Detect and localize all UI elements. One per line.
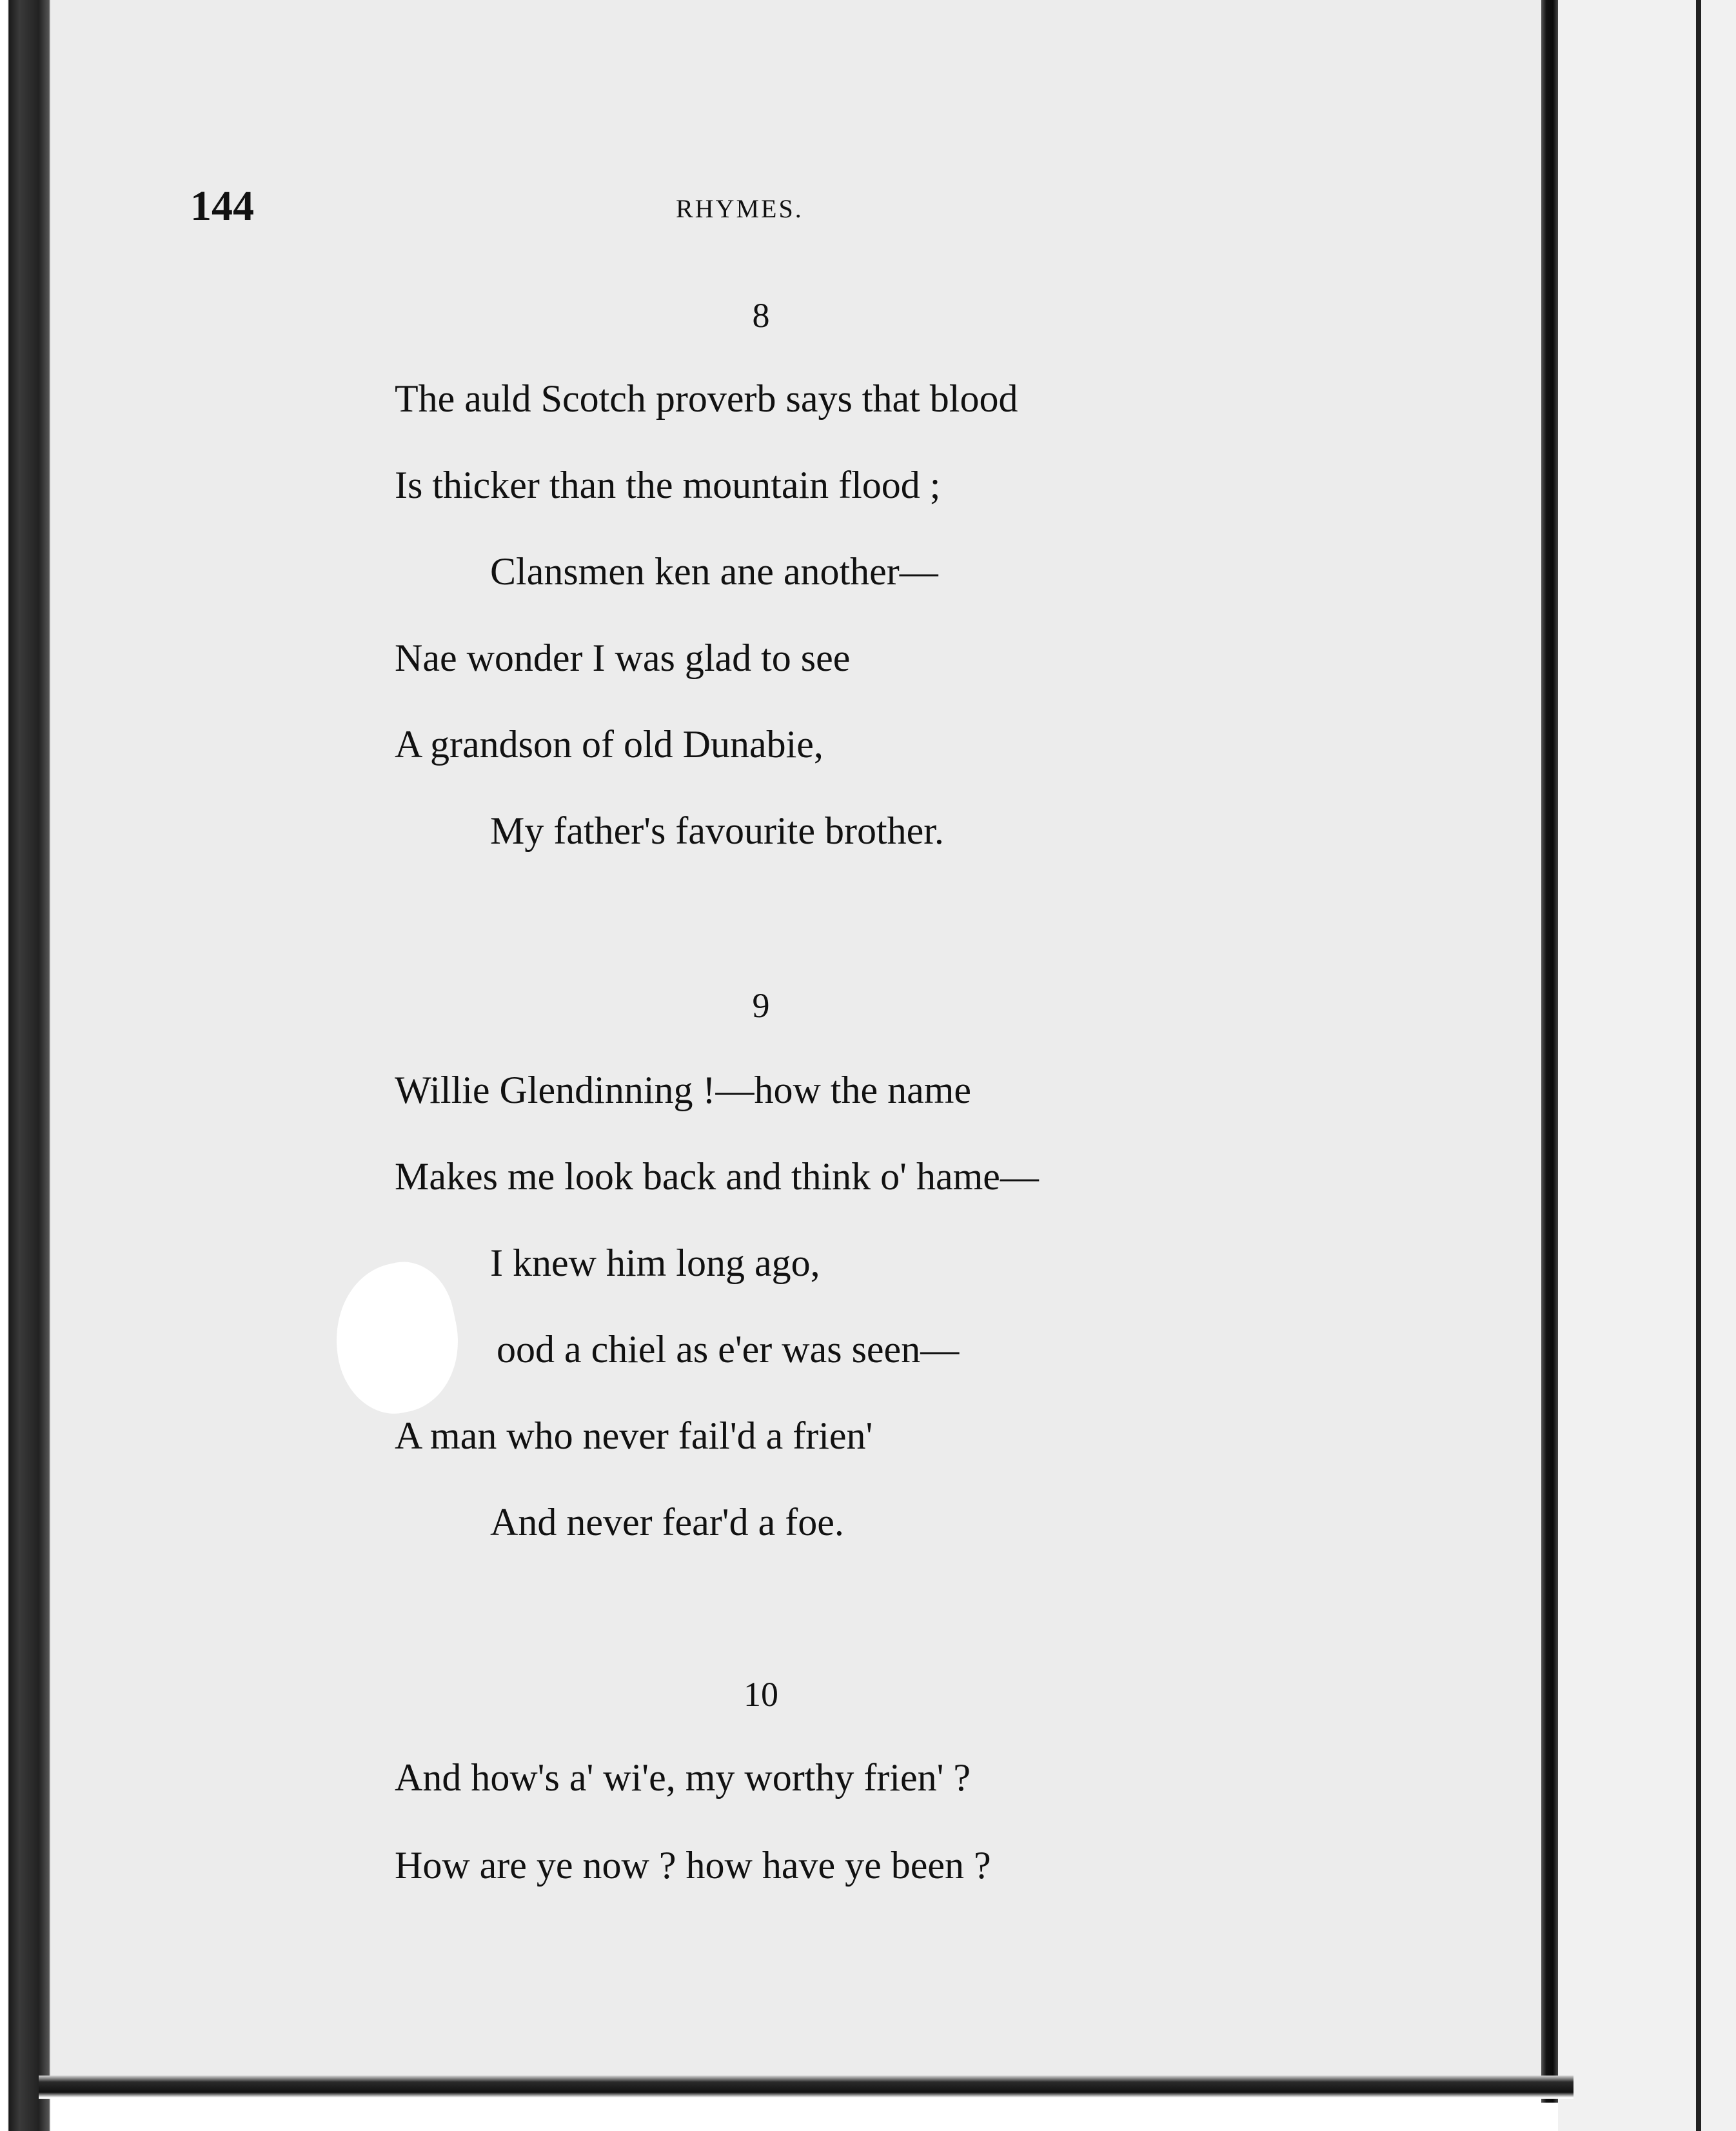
verse-line: Is thicker than the mountain flood ; <box>395 464 941 506</box>
verse-line: Willie Glendinning !—how the name <box>395 1069 972 1111</box>
page-number: 144 <box>190 183 254 230</box>
stanza-number: 10 <box>744 1675 778 1714</box>
verse-line: ood a chiel as e'er was seen— <box>497 1328 960 1371</box>
verse-line: I knew him long ago, <box>490 1242 820 1284</box>
verse-line: Nae wonder I was glad to see <box>395 637 851 679</box>
adjacent-page-strip <box>1558 0 1736 2131</box>
verse-line: My father's favourite brother. <box>490 809 944 852</box>
verse-line: And how's a' wi'e, my worthy frien' ? <box>395 1756 971 1799</box>
page-gutter-shadow <box>1541 0 1558 2103</box>
book-binding-edge <box>0 0 50 2131</box>
stanza-number: 8 <box>752 296 770 335</box>
running-head: RHYMES. <box>676 194 804 223</box>
verse-line: Clansmen ken ane another— <box>490 550 938 593</box>
page-bottom-edge <box>39 2076 1573 2099</box>
verse-line: A grandson of old Dunabie, <box>395 723 824 766</box>
verse-line: A man who never fail'd a frien' <box>395 1414 873 1457</box>
verse-line: Makes me look back and think o' hame— <box>395 1155 1039 1198</box>
verse-line: The auld Scotch proverb says that blood <box>395 377 1018 420</box>
verse-line: And never fear'd a foe. <box>490 1501 844 1543</box>
stanza-number: 9 <box>752 986 770 1025</box>
verse-line: How are ye now ? how have ye been ? <box>395 1844 991 1887</box>
adjacent-page-edge <box>1696 0 1701 2131</box>
